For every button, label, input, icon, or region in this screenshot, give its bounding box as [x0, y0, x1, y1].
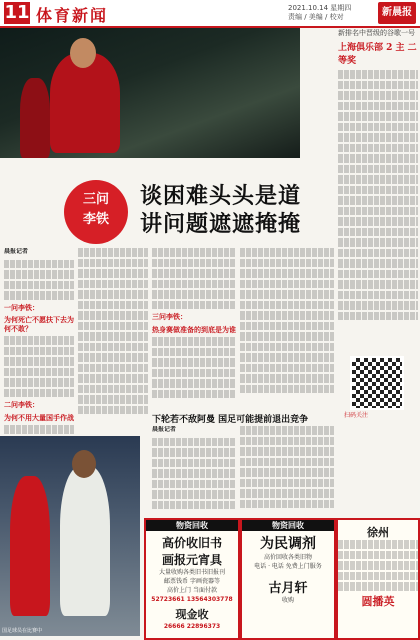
date: 2021.10.14 星期四 [288, 4, 352, 12]
ad-left-bottom: 现金收 [175, 608, 209, 621]
photo-caption: 国足球员在比赛中 [2, 628, 43, 634]
ad-left-phone: 52723661 13564303778 [151, 596, 233, 603]
ad-left [144, 518, 240, 640]
article-column-2 [78, 248, 148, 438]
article-column-1 [4, 248, 74, 438]
player-head [72, 450, 96, 478]
badge-line2: 李铁 [82, 212, 109, 227]
badge-circle [64, 180, 128, 244]
brand-logo: 新晨报 [378, 2, 416, 24]
ad-right-bottom: 圆播英 [361, 594, 395, 608]
article-column-4 [240, 248, 334, 408]
ad-mid-small: 收购 [281, 597, 294, 604]
headline [140, 182, 301, 238]
author: 晨报记者 [4, 248, 29, 255]
mid-author: 晨报记者 [152, 426, 177, 433]
player-silhouette [10, 476, 50, 616]
section1-heading: 一问李铁： [4, 303, 39, 312]
badge-line1: 三问 [82, 192, 109, 207]
article-column-3 [152, 248, 236, 408]
ad-left-big2: 画报元宵具 [161, 553, 222, 567]
section2-heading: 二问李铁： [4, 401, 39, 409]
ad-left-line3: 高价上门 当面付款 [167, 587, 217, 594]
qr-label: 扫码关注 [344, 412, 369, 419]
ad-left-bottom-phone: 26666 22896373 [163, 623, 221, 630]
section1-sub: 为何死亡不愿扶下去为何不敢？ [4, 316, 74, 333]
ad-mid-big1: 为民调剂 [260, 536, 316, 552]
page-number: 11 [4, 2, 30, 23]
right-headline: 上海俱乐部 2 主 二等奖 [338, 43, 417, 66]
section3-sub: 热身赛做准备的到底是为谁 [152, 325, 236, 334]
mid-article-col1 [152, 426, 236, 516]
player-head [70, 38, 96, 68]
match-photo [0, 436, 140, 636]
headline-line1: 谈困难头头是道 [140, 183, 302, 209]
ad-mid-big2: 古月轩 [268, 581, 308, 596]
player-silhouette [50, 53, 120, 153]
qr-code[interactable] [350, 356, 404, 410]
mid-article-col2 [240, 426, 334, 516]
player-silhouette [60, 466, 110, 616]
section3-heading: 三问李铁： [152, 313, 187, 321]
section-title: 体育新闻 [36, 6, 109, 25]
section2-sub: 为何不用大量国手作战 [4, 413, 74, 422]
ad-middle [240, 518, 336, 640]
hero-photo [0, 28, 300, 158]
headline-line2: 讲问题遮遮掩掩 [140, 211, 302, 237]
ad-left-line1: 大量收购各类旧书旧报刊 [158, 569, 225, 576]
ad-left-big1: 高价收旧书 [161, 536, 222, 550]
ad-mid-header: 物资回收 [242, 520, 334, 531]
right-kicker: 新排名中晋级的谷歌一号 [338, 29, 415, 37]
ad-right-big: 徐州 [367, 526, 389, 539]
ad-left-header: 物资回收 [146, 520, 238, 531]
ad-right [336, 518, 420, 640]
ad-mid-line1: 高价回收各类旧物 [263, 554, 312, 561]
ad-left-line2: 邮票钱币 字画瓷器等 [164, 578, 220, 585]
right-column [338, 28, 418, 322]
player-silhouette [20, 78, 50, 158]
page-header [0, 0, 420, 28]
ad-mid-line2: 电话 · 电话 免费上门服务 [254, 563, 322, 570]
mid-headline: 下轮若不敌阿曼 国足可能提前退出竞争 [152, 415, 309, 425]
date-line [288, 4, 378, 22]
editor-credits: 责编 / 美编 / 校对 [288, 13, 344, 21]
